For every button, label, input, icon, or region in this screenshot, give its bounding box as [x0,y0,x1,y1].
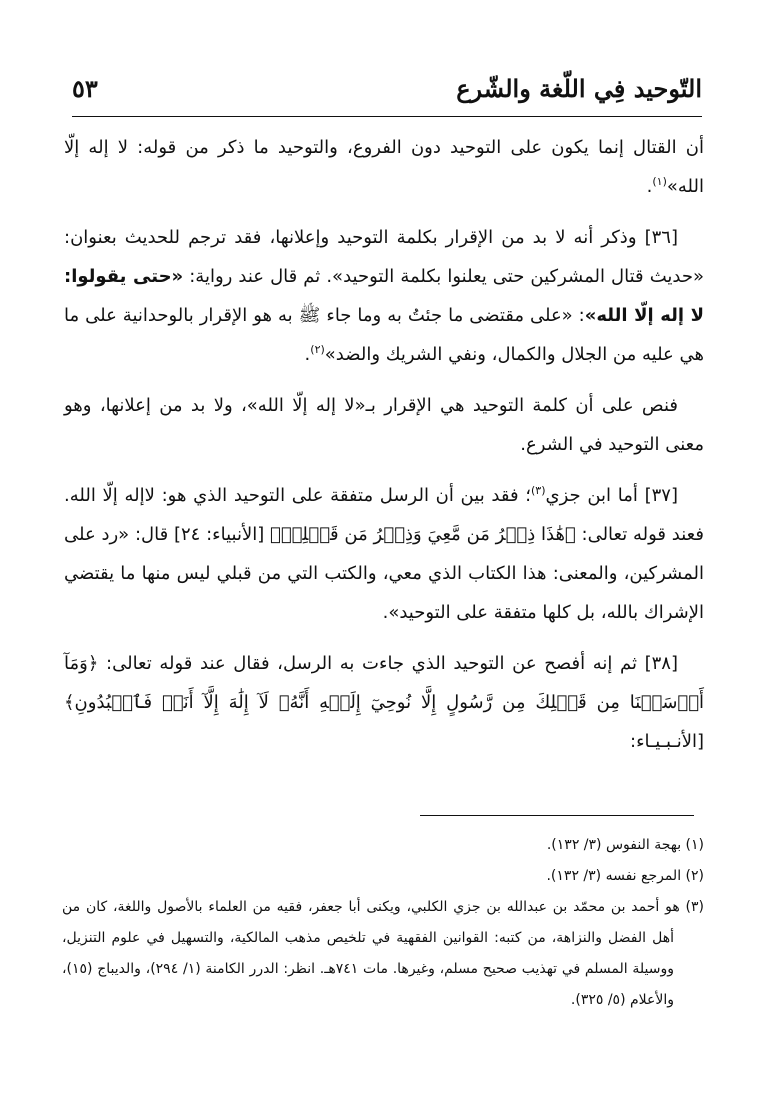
footnote-ref: (٢) [310,343,325,356]
quran-verse: ﴿وَمَآ أَرۡسَلۡنَا مِن قَبۡلِكَ مِن رَّسُولٍ إِلَّا نُوحِيٓ إِلَيۡهِ أَنَّهُۥ لَآ إِلَٰهَ إِلَّآ أَنَا۠ فَٱعۡبُدُونِ﴾ [64,653,704,713]
paragraph-text: [٣٦] وذكر أنه لا بد من الإقرار بكلمة التوحيد وإعلانها، فقد ترجم للحديث بعنوان: «حديث قتال المشركين حتى يعلنوا بكلمة التوحيد». ثم قال عند رواية: [64,227,704,287]
footnote-3: (٣) هو أحمد بن محمّد بن عبدالله بن جزي الكلبي، ويكنى أبا جعفر، فقيه من العلماء بالأصول واللغة، كان من أهل الفضل والنزاهة، من كتبه: القوانين الفقهية في تلخيص مذهب المالكية، والتسهيل في علوم التنزيل، ووسيلة المسلم في تهذيب صحيح مسلم، وغيرها. مات ٧٤١هـ. انظر: الدرر الكامنة (١/ ٢٩٤)، والديباج (١٥)، والأعلام (٥/ ٣٢٥). [62,899,704,1008]
paragraph-5 [64,644,704,761]
paragraph-end: . [646,176,653,197]
running-title: التّوحيد فِي اللّغة والشّرع [456,74,702,103]
hadith-phrase: «حتى يقولوا: لا إله إلّا الله» [64,266,704,326]
paragraph-end: . [304,344,311,365]
paragraph-text: [٣٨] ثم إنه أفصح عن التوحيد الذي جاءت به الرسل، فقال عند قوله تعالى: [106,653,679,674]
paragraph-text: ؛ فقد بين أن الرسل متفقة على التوحيد الذي هو: لاإله إلّا الله. فعند قوله تعالى: [64,485,704,545]
footnotes [62,830,704,1016]
main-text [64,128,704,773]
paragraph-text: فنص على أن كلمة التوحيد هي الإقرار بـ«لا إله إلّا الله»، ولا بد من إعلانها، وهو معنى التوحيد في الشرع. [64,395,704,455]
paragraph-4 [64,476,704,632]
paragraph-text: : «على مقتضى ما جئتُ به وما جاء ﷺ به هو الإقرار بالوحدانية على ما هي عليه من الجلال والكمال، ونفي الشريك والضد» [64,305,704,365]
footnote-2: (٢) المرجع نفسه (٣/ ١٣٢). [546,868,704,884]
paragraph-2 [64,218,704,374]
page-number: ٥٣ [72,74,98,103]
quran-verse: ﴿هَٰذَا ذِكۡرُ مَن مَّعِيَ وَذِكۡرُ مَن قَبۡلِيۚ﴾ [270,524,576,545]
paragraph-text: [الأنـبـيـاء: [630,731,704,752]
paragraph-text: [٣٧] أما ابن جزي [545,485,678,506]
footnote-divider [420,815,694,816]
page-header [72,70,702,117]
paragraph-text: [الأنبياء: ٢٤] قال: «رد على المشركين، والمعنى: هذا الكتاب الذي معي، والكتب التي من قبلي ليس منها ما يقتضي الإشراك بالله، بل كلها متفقة على التوحيد». [64,524,704,623]
footnote-1: (١) بهجة النفوس (٣/ ١٣٢). [546,837,704,853]
footnote-ref: (٣) [530,484,546,497]
footnote-ref: (١) [652,175,667,188]
paragraph-3 [64,386,704,464]
paragraph-text: أن القتال إنما يكون على التوحيد دون الفروع، والتوحيد ما ذكر من قوله: لا إله إلّا الله» [64,137,704,197]
paragraph-1 [64,128,704,206]
